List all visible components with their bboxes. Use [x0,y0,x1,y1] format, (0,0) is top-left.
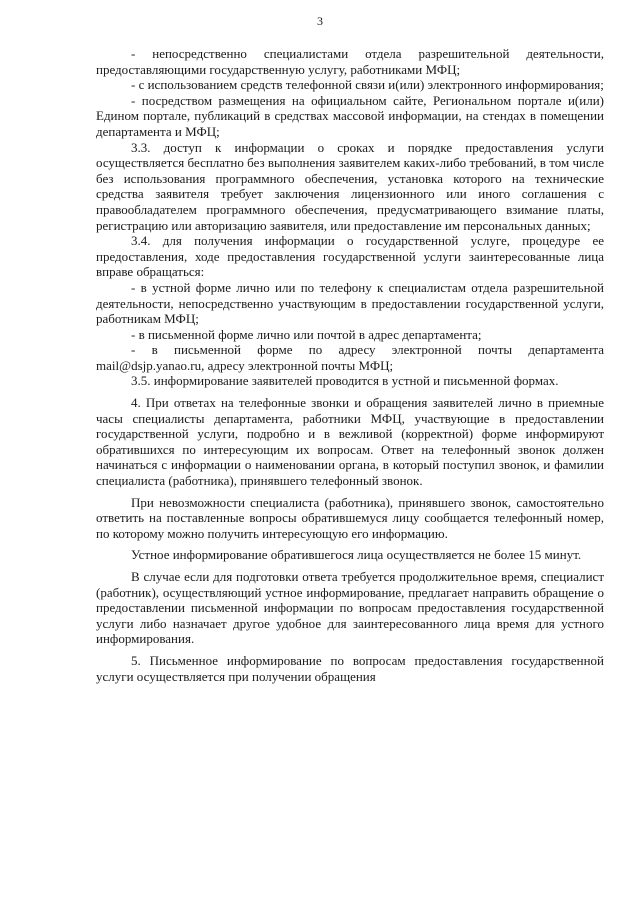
paragraph-oral-form: - в устной форме лично или по телефону к специалистам отдела разрешительной деятельности, непосредственно участвующим в предоставлении государственной услуги, работникам МФЦ; [96,279,604,327]
paragraph-5-written-informing: 5. Письменное информирование по вопросам предоставления государственной услуги осуществляется при получении обращения [96,652,604,684]
paragraph-oral-time-limit: Устное информирование обратившегося лица осуществляется не более 15 минут. [131,547,582,563]
paragraph-written-form-mail: - в письменной форме лично или почтой в адрес департамента; [131,326,482,342]
paragraph-3-4-inquiry-ways: 3.4. для получения информации о государственной услуге, процедуре ее предоставления, ходе предоставления государственной услуги заинтересованные лица вправе обращаться: [96,233,604,280]
paragraph-long-preparation: В случае если для подготовки ответа требуется продолжительное время, специалист (работник), осуществляющий устное информирование, предлагает направить обращение о предоставлении письменной информации по вопросам предоставления государственной услуги либо назначает другое удобное для заинтересованного лица время для устного информирования. [96,569,604,647]
paragraph-3-5-informing-forms: 3.5. информирование заявителей проводится в устной и письменной формах. [131,373,559,389]
page-number: 3 [317,14,323,28]
paragraph-written-form-email: - в письменной форме по адресу электронной почты департамента mail@dsjp.yanao.ru, адресу электронной почты МФЦ; [96,342,604,373]
paragraph-direct-specialists: - непосредственно специалистами отдела разрешительной деятельности, предоставляющими государственную услугу, работниками МФЦ; [96,46,604,77]
paragraph-website-publication: - посредством размещения на официальном сайте, Региональном портале и(или) Едином портале, публикаций в средствах массовой информации, на стендах в помещении департамента и МФЦ; [96,92,604,139]
paragraph-3-3-free-access: 3.3. доступ к информации о сроках и порядке предоставления услуги осуществляется бесплатно без выполнения заявителем каких-либо требований, в том числе без использования программного обеспечения, установка которого на технические средства заявителя требует заключения лицензионного или иного соглашения с правообладателем программного обеспечения, предусматривающего взимание платы, регистрацию или авторизацию заявителя, или предоставление им персональных данных; [96,139,604,233]
document-body [96,46,604,684]
paragraph-unable-to-answer: При невозможности специалиста (работника), принявшего звонок, самостоятельно ответить на поставленные вопросы обратившемуся лицу сообщается телефонный номер, по которому можно получить интересующую его информацию. [96,494,604,541]
paragraph-phone-electronic: - с использованием средств телефонной связи и(или) электронного информирования; [131,77,604,93]
paragraph-4-phone-answers: 4. При ответах на телефонные звонки и обращения заявителей лично в приемные часы специалисты департамента, работники МФЦ, участвующие в предоставлении государственной услуги, подробно и в вежливой (корректной) форме информируют обратившихся по интересующим их вопросам. Ответ на телефонный звонок должен начинаться с информации о наименовании органа, в который поступил звонок, и фамилии специалиста (работника), принявшего телефонный звонок. [96,395,604,489]
